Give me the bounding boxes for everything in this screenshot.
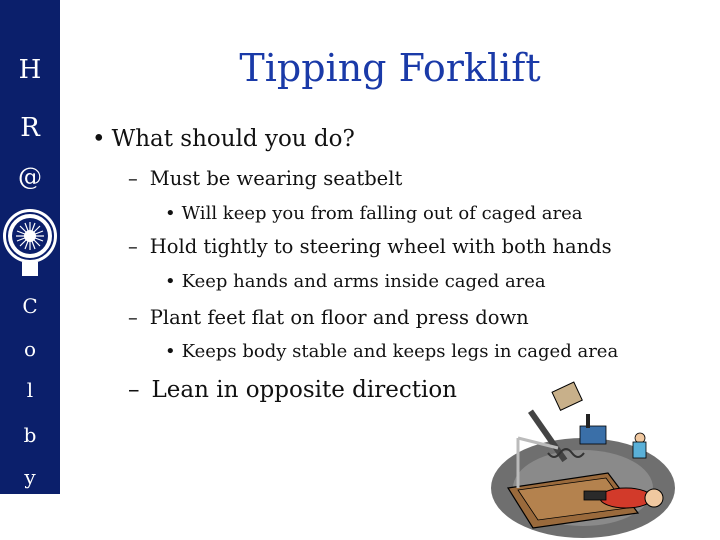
sidebar-letter-c: C — [22, 294, 38, 318]
item-2: – Hold tightly to steering wheel with both hands — [128, 235, 612, 258]
item-4-text: Lean in opposite direction — [151, 377, 457, 403]
bullet-dot: • — [92, 126, 106, 152]
slide-title: Tipping Forklift — [239, 46, 541, 90]
item-2-sub-text: Keep hands and arms inside caged area — [181, 271, 546, 292]
item-4: – Lean in opposite direction — [128, 377, 457, 403]
left-sidebar — [0, 0, 60, 494]
sidebar-letter-at: @ — [18, 163, 42, 191]
item-1-sub-text: Will keep you from falling out of caged area — [181, 203, 583, 224]
item-3-sub: • Keeps body stable and keeps legs in caged area — [165, 341, 619, 362]
item-2-sub: • Keep hands and arms inside caged area — [165, 271, 546, 292]
question-bullet — [92, 126, 355, 152]
question-text: What should you do? — [111, 126, 355, 152]
tipping-forklift-illustration — [488, 378, 678, 538]
seal-icon — [2, 208, 58, 264]
sidebar-letter-b: b — [23, 423, 37, 447]
item-3: – Plant feet flat on floor and press down — [128, 306, 529, 329]
item-1: – Must be wearing seatbelt — [128, 167, 403, 190]
sidebar-letter-y: y — [24, 465, 36, 489]
sidebar-letter-r: R — [20, 113, 40, 143]
sidebar-letter-l: l — [26, 378, 34, 402]
item-2-text: Hold tightly to steering wheel with both hands — [149, 235, 612, 258]
item-1-text: Must be wearing seatbelt — [149, 167, 403, 190]
seal-base — [22, 262, 38, 276]
item-3-sub-text: Keeps body stable and keeps legs in caged area — [181, 341, 619, 362]
sidebar-letter-o: o — [23, 337, 37, 361]
item-3-text: Plant feet flat on floor and press down — [149, 306, 529, 329]
sidebar-letter-h: H — [18, 55, 42, 85]
item-1-sub: • Will keep you from falling out of caged area — [165, 203, 583, 224]
